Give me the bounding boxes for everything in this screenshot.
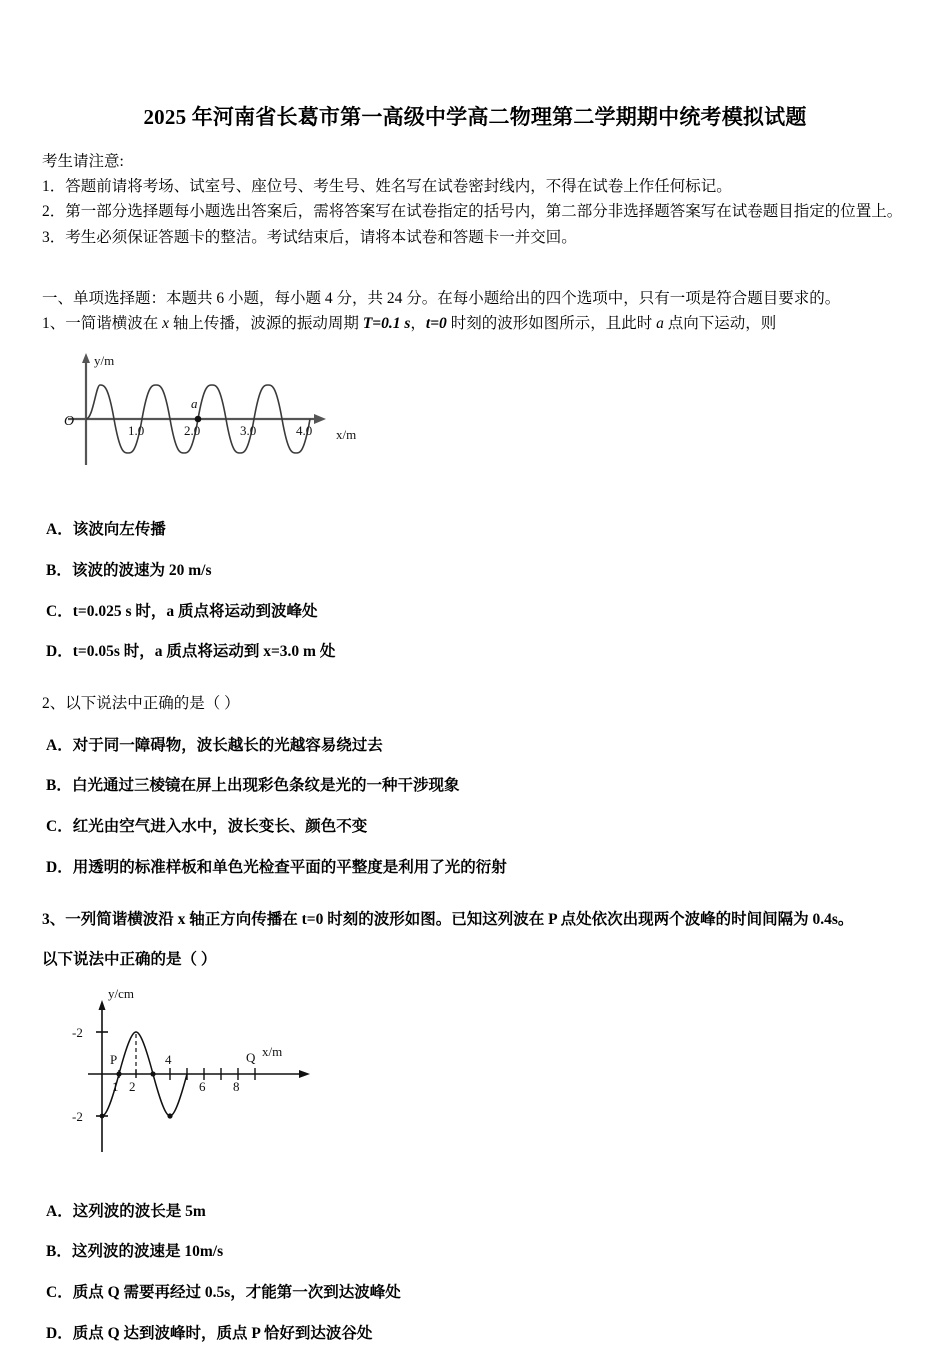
- spacer-after-fig2: [42, 1170, 908, 1184]
- question-3-stem-line2: 以下说法中正确的是（ ）: [42, 951, 217, 969]
- section-heading: 一、单项选择题：本题共 6 小题，每小题 4 分，共 24 分。在每小题给出的四个选项中，只有一项是符合题目要求的。: [42, 289, 841, 307]
- q2-option-b-label: B．: [46, 777, 72, 795]
- q3-ytick-label-bottom: -2: [72, 1108, 83, 1124]
- q2-option-d-label: D．: [46, 859, 73, 877]
- spacer-after-fig1: [42, 488, 908, 502]
- q1-point-a-marker: [195, 416, 202, 423]
- q1-var-x: x: [162, 314, 170, 332]
- q1-time-value: t=0: [425, 314, 447, 332]
- q1-x-arrow: [314, 414, 326, 424]
- q1-option-a-label: A．: [46, 521, 73, 539]
- q1-label-y-axis: y/m: [94, 353, 115, 369]
- q3-xtick-label-4: 4: [165, 1051, 172, 1067]
- spacer-q1-q2: [42, 665, 908, 691]
- q1-text-d: 时刻的波形如图所示，且此时: [446, 314, 657, 332]
- q3-option-a-text: 这列波的波长是 5m: [72, 1202, 206, 1220]
- q1-option-d-label: D．: [46, 643, 73, 661]
- q1-option-d: [42, 640, 908, 665]
- question-1-stem: [42, 311, 908, 337]
- q1-xtick-4: 4.0: [296, 423, 313, 439]
- q1-period-value: T=0.1 s: [362, 314, 411, 332]
- q3-option-d: [42, 1322, 908, 1347]
- q3-option-b-text: 这列波的波速是 10m/s: [72, 1243, 224, 1261]
- notice-item-3: 3．考生必须保证答题卡的整洁。考试结束后，请将本试卷和答题卡一并交回。: [42, 228, 577, 246]
- q2-option-a-label: A．: [46, 736, 73, 754]
- q1-text-c: ，: [410, 314, 426, 332]
- question-3-text: 一列简谐横波沿 x 轴正方向传播在 t=0 时刻的波形如图。已知这列波在 P 点处依次出现两个波峰的时间间隔为 0.4s。: [65, 910, 854, 928]
- q3-x-arrow: [299, 1070, 310, 1078]
- q3-xtick-label-1: 1: [112, 1078, 119, 1094]
- q3-option-a-label: A．: [46, 1202, 73, 1220]
- q1-text-a: 一简谐横波在: [65, 314, 163, 332]
- question-2-stem: [42, 691, 908, 717]
- question-3-number: 3、: [42, 910, 66, 928]
- q3-option-c-label: C．: [46, 1284, 73, 1302]
- q1-option-c: [42, 600, 908, 625]
- notice-heading: 考生请注意:: [42, 153, 124, 171]
- q1-option-b-label: B．: [46, 561, 72, 579]
- figure-q1-waveform: [60, 347, 908, 482]
- q3-y-arrow: [99, 1000, 106, 1010]
- q2-option-b: [42, 774, 908, 799]
- q1-text-e: 点向下运动，则: [663, 314, 777, 332]
- q1-xtick-1: 1.0: [128, 423, 145, 439]
- spacer-q2-q3: [42, 881, 908, 907]
- question-1-number: 1、: [42, 314, 66, 332]
- page-title: 2025 年河南省长葛市第一高级中学高二物理第二学期期中统考模拟试题: [143, 105, 807, 129]
- q1-text-b: 轴上传播，波源的振动周期: [169, 314, 363, 332]
- q1-option-b-text: 该波的波速为 20 m/s: [72, 561, 212, 579]
- q3-option-c-text: 质点 Q 需要再经过 0.5s，才能第一次到达波峰处: [72, 1284, 401, 1302]
- q3-marker-trough-4: [167, 1113, 172, 1118]
- q3-xtick-label-6: 6: [199, 1078, 206, 1094]
- q2-option-b-text: 白光通过三棱镜在屏上出现彩色条纹是光的一种干涉现象: [72, 777, 460, 795]
- q3-option-d-label: D．: [46, 1324, 73, 1342]
- q3-option-a: [42, 1200, 908, 1225]
- q3-ytick-label-top: -2: [72, 1024, 83, 1040]
- q1-label-a: a: [191, 396, 198, 412]
- q3-xtick-label-2: 2: [129, 1078, 136, 1094]
- q3-option-b-label: B．: [46, 1243, 72, 1261]
- q3-label-p: P: [110, 1051, 118, 1067]
- q3-label-q: Q: [246, 1049, 256, 1065]
- q3-label-x-axis: x/m: [262, 1043, 283, 1059]
- q1-label-origin: O: [64, 414, 75, 430]
- q3-wave-svg: [70, 984, 330, 1159]
- q1-y-arrow: [82, 353, 90, 363]
- q3-option-b: [42, 1240, 908, 1265]
- q1-point-a: a: [656, 314, 664, 332]
- q1-option-c-label: C．: [46, 602, 73, 620]
- q2-option-c-text: 红光由空气进入水中，波长变长、颜色不变: [72, 818, 368, 836]
- q1-xtick-3: 3.0: [240, 423, 257, 439]
- q3-option-d-text: 质点 Q 达到波峰时，质点 P 恰好到达波谷处: [72, 1324, 373, 1342]
- notice-item-2: 2．第一部分选择题每小题选出答案后，需将答案写在试卷指定的括号内，第二部分非选择题答案写在试卷题目指定的位置上。: [42, 203, 903, 221]
- question-2-number: 2、: [42, 695, 66, 713]
- q1-option-b: [42, 559, 908, 584]
- q3-label-y-axis: y/cm: [108, 985, 134, 1001]
- q1-label-x-axis: x/m: [336, 427, 357, 443]
- q3-marker-origin-trough: [100, 1113, 105, 1118]
- q1-option-d-text: t=0.05s 时，a 质点将运动到 x=3.0 m 处: [72, 643, 336, 661]
- q1-wave-svg: [60, 347, 390, 477]
- q2-option-c: [42, 815, 908, 840]
- q3-xtick-label-8: 8: [233, 1078, 240, 1094]
- q2-option-d-text: 用透明的标准样板和单色光检查平面的平整度是利用了光的衍射: [72, 859, 507, 877]
- q1-option-a-text: 该波向左传播: [72, 521, 166, 539]
- q3-option-c: [42, 1281, 908, 1306]
- q2-option-a: [42, 734, 908, 759]
- q1-option-a: [42, 518, 908, 543]
- q1-option-c-text: t=0.025 s 时，a 质点将运动到波峰处: [72, 602, 318, 620]
- question-3-stem: [42, 907, 908, 933]
- q1-xtick-2: 2.0: [184, 423, 201, 439]
- q2-option-c-label: C．: [46, 818, 73, 836]
- figure-q3-waveform: [70, 984, 908, 1164]
- q3-point-p-marker: [116, 1071, 121, 1076]
- notice-item-1: 1．答题前请将考场、试室号、座位号、考生号、姓名写在试卷密封线内，不得在试卷上作任何标记。: [42, 178, 732, 196]
- q2-option-a-text: 对于同一障碍物，波长越长的光越容易绕过去: [72, 736, 383, 754]
- q3-marker-zero-3: [150, 1071, 155, 1076]
- q2-option-d: [42, 856, 908, 881]
- question-2-text: 以下说法中正确的是（ ）: [65, 695, 240, 713]
